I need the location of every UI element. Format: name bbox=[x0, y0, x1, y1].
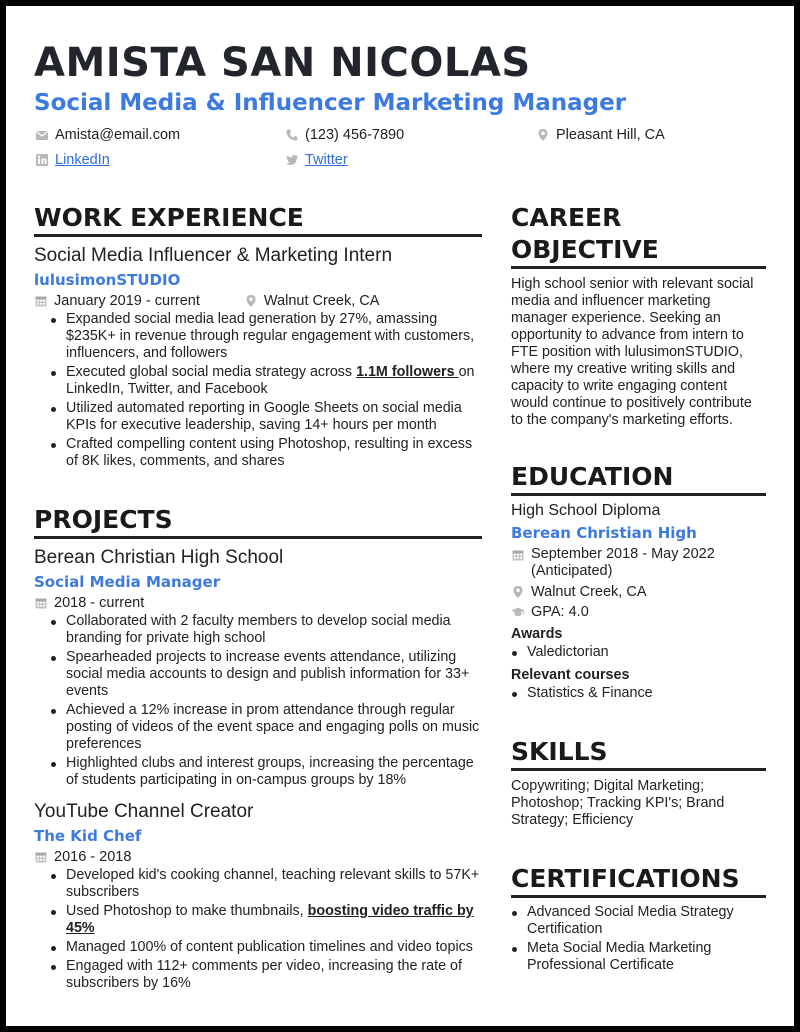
education-gpa: GPA: 4.0 bbox=[511, 604, 766, 620]
projects-section bbox=[34, 504, 482, 992]
section-title: CERTIFICATIONS bbox=[511, 863, 766, 898]
contact-twitter bbox=[285, 152, 348, 168]
contact-linkedin bbox=[35, 152, 110, 168]
job-entry bbox=[34, 245, 482, 470]
courses-label: Relevant courses bbox=[511, 667, 630, 683]
project-name: YouTube Channel Creator bbox=[34, 801, 254, 822]
education-section bbox=[511, 461, 766, 702]
education-location: Walnut Creek, CA bbox=[511, 584, 766, 600]
project-role: The Kid Chef bbox=[34, 827, 142, 845]
calendar-icon bbox=[34, 850, 48, 864]
list-item: Crafted compelling content using Photoshop, resulting in excess of 8K likes, comments, and shares bbox=[34, 436, 482, 470]
company-name: lulusimonSTUDIO bbox=[34, 271, 181, 289]
twitter-icon bbox=[285, 153, 299, 167]
list-item: Expanded social media lead generation by 27%, amassing $235K+ in revenue through regular engagement with customers, influencers, and followers bbox=[34, 311, 482, 362]
project-bullets bbox=[34, 867, 482, 992]
contact-phone: (123) 456-7890 bbox=[285, 127, 404, 143]
linkedin-icon bbox=[35, 153, 49, 167]
linkedin-link[interactable]: LinkedIn bbox=[55, 152, 110, 168]
list-item: Collaborated with 2 faculty members to develop social media branding for private high school bbox=[34, 613, 482, 647]
calendar-icon bbox=[511, 548, 525, 562]
list-item: Valedictorian bbox=[511, 644, 766, 661]
project-role: Social Media Manager bbox=[34, 573, 221, 591]
project-meta bbox=[34, 595, 482, 611]
project-name: Berean Christian High School bbox=[34, 547, 284, 568]
section-title: SKILLS bbox=[511, 736, 766, 771]
job-meta bbox=[34, 293, 482, 309]
courses-list bbox=[511, 685, 766, 702]
map-pin-icon bbox=[244, 294, 258, 308]
map-pin-icon bbox=[511, 585, 525, 599]
section-title: PROJECTS bbox=[34, 504, 482, 539]
calendar-icon bbox=[34, 596, 48, 610]
section-title: EDUCATION bbox=[511, 461, 766, 496]
job-dates: January 2019 - current bbox=[54, 293, 200, 309]
list-item: Utilized automated reporting in Google Sheets on social media KPIs for executive leadership, saving 14+ hours per month bbox=[34, 400, 482, 434]
twitter-link[interactable]: Twitter bbox=[305, 152, 348, 168]
list-item: Executed global social media strategy across 1.1M followers on LinkedIn, Twitter, and Facebook bbox=[34, 364, 482, 398]
list-item: Developed kid's cooking channel, teaching relevant skills to 57K+ subscribers bbox=[34, 867, 482, 901]
right-column bbox=[511, 202, 766, 976]
left-column bbox=[34, 202, 482, 994]
list-item: Advanced Social Media Strategy Certification bbox=[511, 904, 766, 938]
contact-location: Pleasant Hill, CA bbox=[536, 127, 665, 143]
education-dates: September 2018 - May 2022 (Anticipated) bbox=[511, 546, 766, 580]
skills-text: Copywriting; Digital Marketing; Photoshop; Tracking KPI's; Brand Strategy; Efficiency bbox=[511, 778, 725, 828]
list-item: Highlighted clubs and interest groups, increasing the percentage of students participating in on-campus groups by 18% bbox=[34, 755, 482, 789]
job-bullets bbox=[34, 311, 482, 470]
skills-section bbox=[511, 736, 766, 829]
project-bullets bbox=[34, 613, 482, 789]
job-title: Social Media Influencer & Marketing Intern bbox=[34, 245, 393, 266]
list-item: Engaged with 112+ comments per video, increasing the rate of subscribers by 16% bbox=[34, 958, 482, 992]
envelope-icon bbox=[35, 128, 49, 142]
certifications-list bbox=[511, 904, 766, 974]
degree-name: High School Diploma bbox=[511, 502, 661, 519]
list-item: Statistics & Finance bbox=[511, 685, 766, 702]
calendar-icon bbox=[34, 294, 48, 308]
project-dates: 2016 - 2018 bbox=[54, 849, 132, 865]
list-item: Managed 100% of content publication timelines and video topics bbox=[34, 939, 482, 956]
list-item: Meta Social Media Marketing Professional Certificate bbox=[511, 940, 766, 974]
section-title: CAREER OBJECTIVE bbox=[511, 202, 766, 269]
career-objective-section bbox=[511, 202, 766, 429]
certifications-section bbox=[511, 863, 766, 974]
map-pin-icon bbox=[536, 128, 550, 142]
resume-page bbox=[6, 6, 794, 1026]
job-location: Walnut Creek, CA bbox=[244, 293, 380, 309]
phone-icon bbox=[285, 128, 299, 142]
project-entry bbox=[34, 801, 482, 992]
work-experience-section bbox=[34, 202, 482, 470]
graduation-cap-icon bbox=[511, 605, 525, 619]
list-item: Used Photoshop to make thumbnails, boosting video traffic by 45% bbox=[34, 903, 482, 937]
list-item: Achieved a 12% increase in prom attendance through regular posting of videos of the event space and engaging polls on music preferences bbox=[34, 702, 482, 753]
candidate-name: AMISTA SAN NICOLAS bbox=[34, 40, 531, 86]
candidate-headline: Social Media & Influencer Marketing Manager bbox=[34, 90, 627, 116]
awards-label: Awards bbox=[511, 626, 563, 642]
project-meta bbox=[34, 849, 482, 865]
awards-list bbox=[511, 644, 766, 661]
objective-text: High school senior with relevant social media and influencer marketing manager experience. Seeking an opportunity to advance from intern to FTE position with lulusimonSTUDIO, where my creative writing skills and capacity to write engaging content would continue to positively contribute to the company's marketing efforts. bbox=[511, 276, 754, 428]
project-dates: 2018 - current bbox=[54, 595, 145, 611]
section-title: WORK EXPERIENCE bbox=[34, 202, 482, 237]
list-item: Spearheaded projects to increase events attendance, utilizing social media accounts to design and publish information for 33+ events bbox=[34, 649, 482, 700]
project-entry bbox=[34, 547, 482, 789]
contact-email: Amista@email.com bbox=[35, 127, 180, 143]
school-name: Berean Christian High bbox=[511, 524, 697, 542]
